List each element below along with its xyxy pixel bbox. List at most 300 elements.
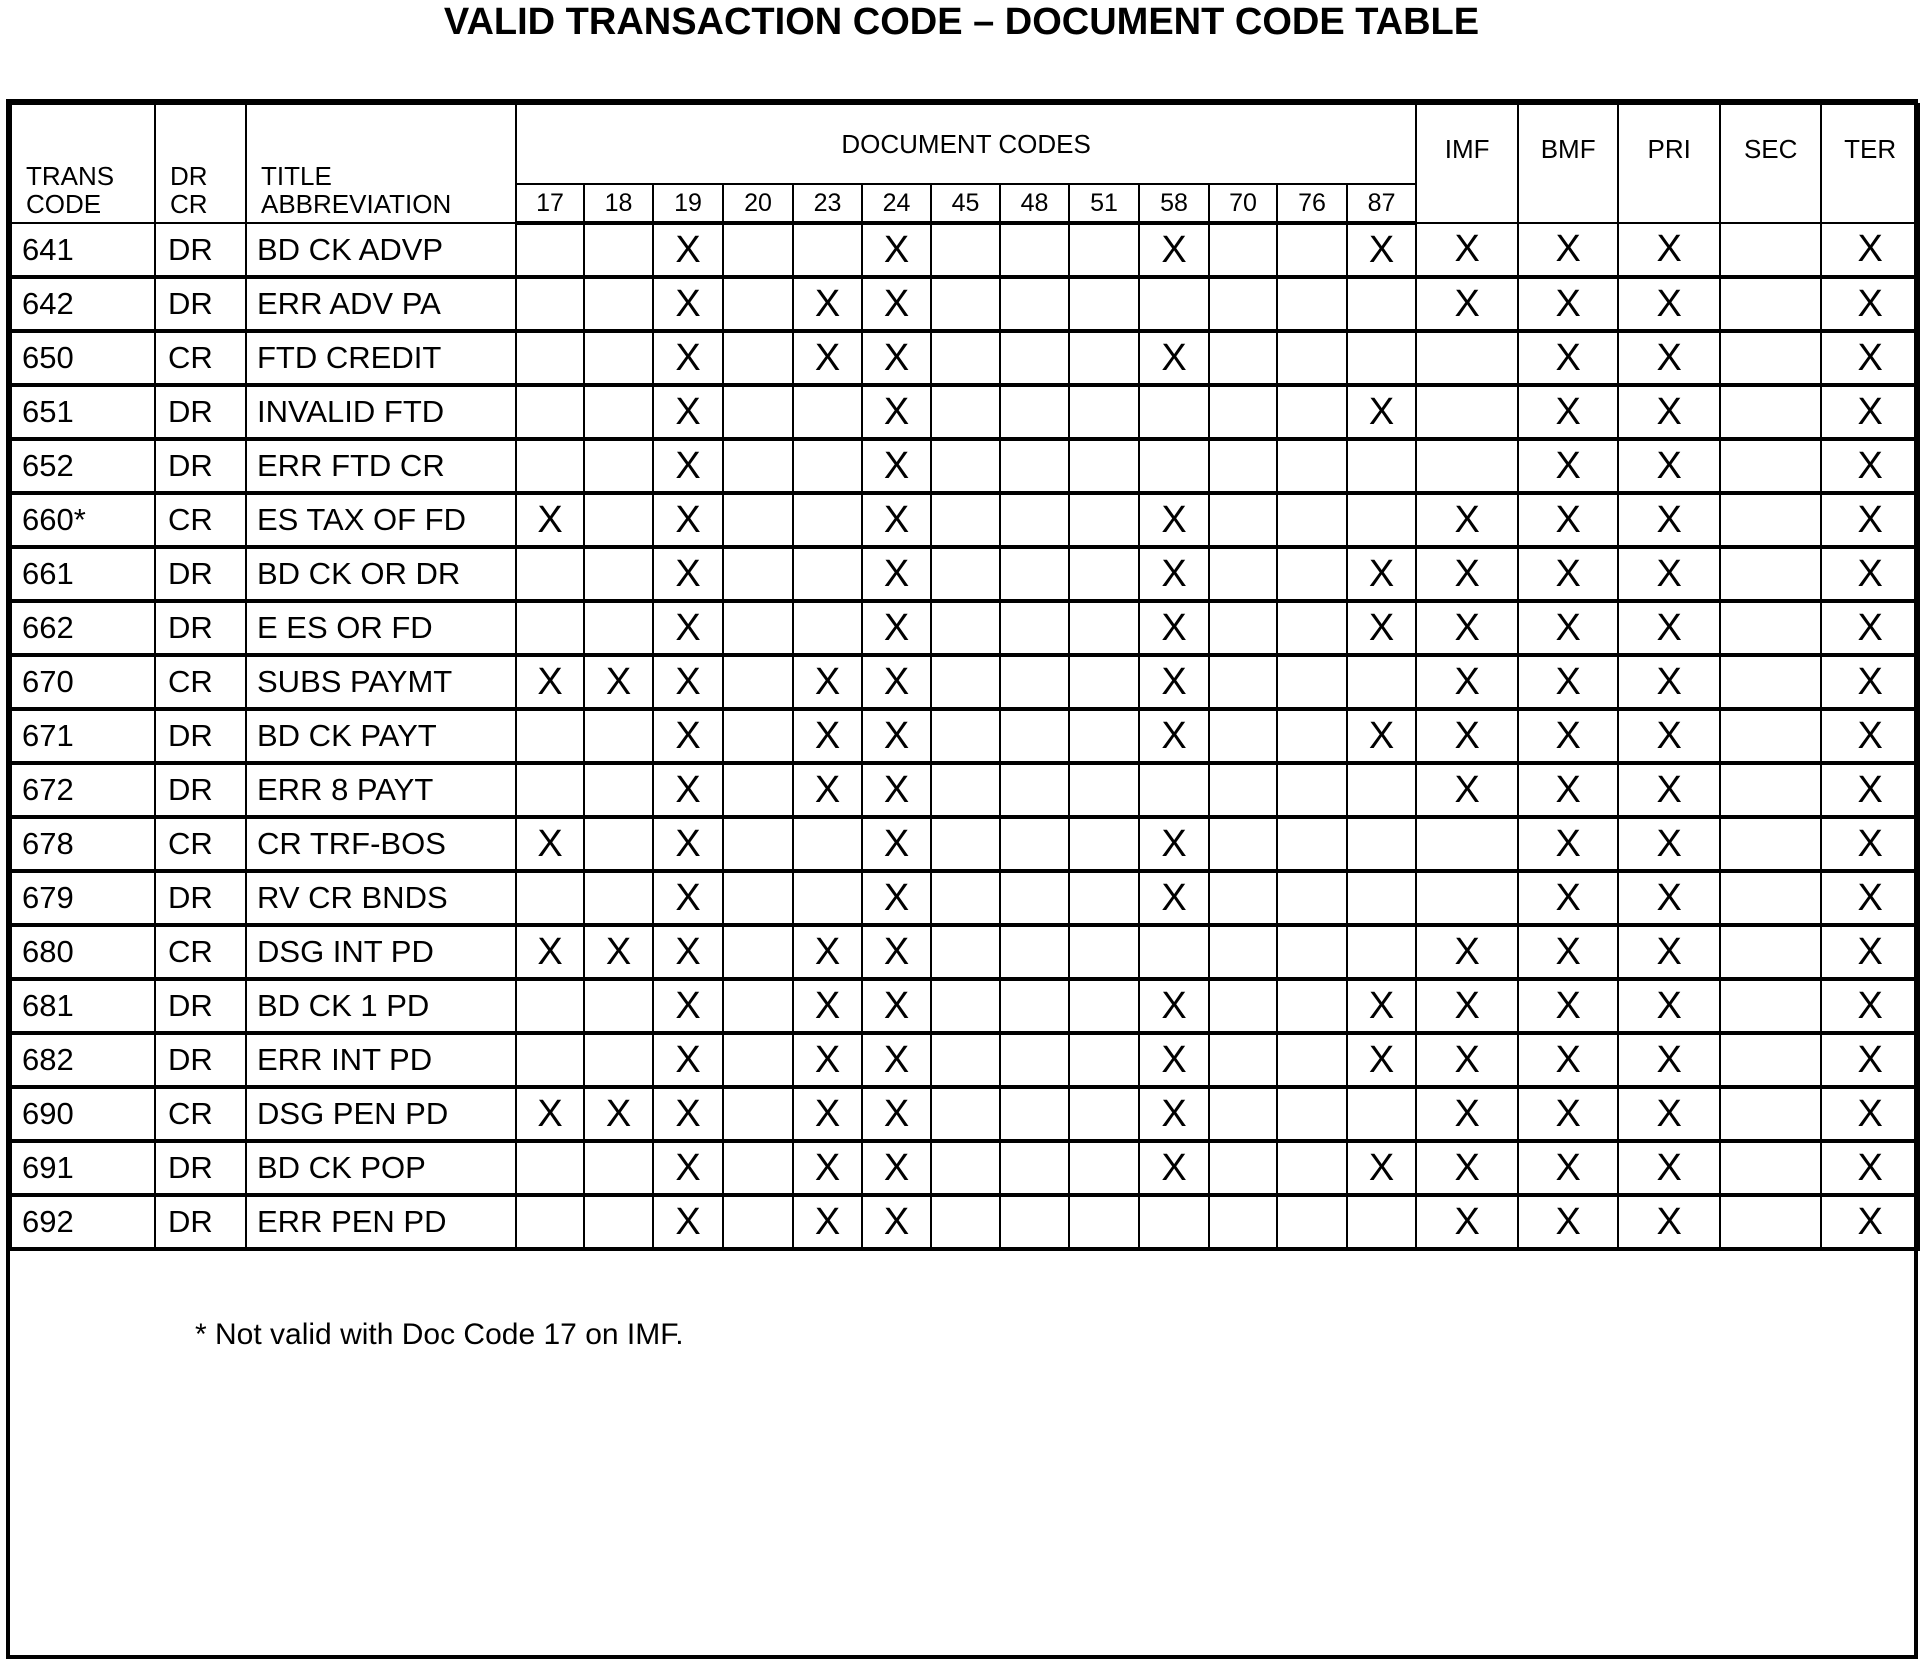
header-doc-code-76: 76	[1277, 184, 1347, 223]
mark-cell-24: X	[862, 763, 931, 817]
mark-cell-pri: X	[1618, 817, 1720, 871]
mark-cell-87	[1347, 817, 1416, 871]
mark-cell-23	[793, 385, 862, 439]
mark-cell-20	[723, 331, 793, 385]
mark-cell-76	[1277, 439, 1347, 493]
header-ter: TER	[1821, 104, 1919, 223]
mark-cell-19: X	[653, 1141, 723, 1195]
mark-cell-24: X	[862, 385, 931, 439]
mark-cell-19: X	[653, 655, 723, 709]
mark-cell-sec	[1720, 493, 1821, 547]
mark-cell-76	[1277, 223, 1347, 277]
mark-cell-24: X	[862, 709, 931, 763]
mark-cell-18	[584, 871, 653, 925]
mark-cell-18	[584, 223, 653, 277]
mark-cell-87	[1347, 277, 1416, 331]
title-cell: DSG INT PD	[246, 925, 516, 979]
mark-cell-76	[1277, 601, 1347, 655]
mark-cell-51	[1069, 601, 1139, 655]
mark-cell-sec	[1720, 817, 1821, 871]
mark-cell-20	[723, 277, 793, 331]
mark-cell-imf: X	[1416, 223, 1518, 277]
title-cell: ERR PEN PD	[246, 1195, 516, 1249]
mark-cell-ter: X	[1821, 1087, 1919, 1141]
mark-cell-51	[1069, 493, 1139, 547]
table-row	[11, 277, 1919, 331]
mark-cell-imf: X	[1416, 925, 1518, 979]
mark-cell-19: X	[653, 439, 723, 493]
title-cell: RV CR BNDS	[246, 871, 516, 925]
mark-cell-imf: X	[1416, 493, 1518, 547]
trans-code-cell: 671	[11, 709, 155, 763]
mark-cell-bmf: X	[1518, 925, 1618, 979]
mark-cell-48	[1000, 493, 1069, 547]
dr-cr-cell: CR	[155, 925, 246, 979]
mark-cell-20	[723, 763, 793, 817]
mark-cell-ter: X	[1821, 871, 1919, 925]
mark-cell-19: X	[653, 979, 723, 1033]
mark-cell-87	[1347, 439, 1416, 493]
trans-code-cell: 681	[11, 979, 155, 1033]
mark-cell-51	[1069, 277, 1139, 331]
mark-cell-51	[1069, 871, 1139, 925]
mark-cell-20	[723, 979, 793, 1033]
mark-cell-imf	[1416, 331, 1518, 385]
mark-cell-23: X	[793, 655, 862, 709]
mark-cell-20	[723, 925, 793, 979]
mark-cell-87: X	[1347, 223, 1416, 277]
header-doc-code-70: 70	[1209, 184, 1277, 223]
mark-cell-76	[1277, 763, 1347, 817]
mark-cell-sec	[1720, 871, 1821, 925]
mark-cell-bmf: X	[1518, 979, 1618, 1033]
mark-cell-sec	[1720, 277, 1821, 331]
trans-code-cell: 660*	[11, 493, 155, 547]
mark-cell-bmf: X	[1518, 871, 1618, 925]
mark-cell-20	[723, 871, 793, 925]
mark-cell-23: X	[793, 277, 862, 331]
mark-cell-58: X	[1139, 1087, 1209, 1141]
dr-cr-cell: DR	[155, 277, 246, 331]
mark-cell-70	[1209, 817, 1277, 871]
mark-cell-23: X	[793, 763, 862, 817]
title-cell: FTD CREDIT	[246, 331, 516, 385]
mark-cell-sec	[1720, 601, 1821, 655]
header-doc-code-20: 20	[723, 184, 793, 223]
mark-cell-58: X	[1139, 493, 1209, 547]
header-title-line2: ABBREVIATION	[261, 189, 452, 219]
mark-cell-45	[931, 817, 1000, 871]
mark-cell-76	[1277, 1087, 1347, 1141]
mark-cell-17: X	[516, 925, 584, 979]
mark-cell-18: X	[584, 1087, 653, 1141]
mark-cell-pri: X	[1618, 493, 1720, 547]
table-row	[11, 223, 1919, 277]
dr-cr-cell: DR	[155, 871, 246, 925]
mark-cell-17: X	[516, 1087, 584, 1141]
trans-code-cell: 642	[11, 277, 155, 331]
mark-cell-45	[931, 1033, 1000, 1087]
mark-cell-24: X	[862, 871, 931, 925]
mark-cell-bmf: X	[1518, 439, 1618, 493]
mark-cell-48	[1000, 439, 1069, 493]
mark-cell-23	[793, 871, 862, 925]
mark-cell-70	[1209, 979, 1277, 1033]
table-row	[11, 655, 1919, 709]
mark-cell-sec	[1720, 1087, 1821, 1141]
mark-cell-45	[931, 547, 1000, 601]
mark-cell-58: X	[1139, 1033, 1209, 1087]
mark-cell-76	[1277, 1141, 1347, 1195]
mark-cell-18	[584, 979, 653, 1033]
mark-cell-pri: X	[1618, 601, 1720, 655]
title-cell: BD CK PAYT	[246, 709, 516, 763]
header-doc-code-19: 19	[653, 184, 723, 223]
mark-cell-imf: X	[1416, 601, 1518, 655]
mark-cell-51	[1069, 385, 1139, 439]
title-cell: ERR ADV PA	[246, 277, 516, 331]
mark-cell-87	[1347, 1195, 1416, 1249]
mark-cell-48	[1000, 277, 1069, 331]
mark-cell-imf: X	[1416, 1195, 1518, 1249]
mark-cell-48	[1000, 331, 1069, 385]
mark-cell-70	[1209, 1195, 1277, 1249]
trans-code-cell: 692	[11, 1195, 155, 1249]
mark-cell-pri: X	[1618, 547, 1720, 601]
mark-cell-imf: X	[1416, 1033, 1518, 1087]
mark-cell-20	[723, 1087, 793, 1141]
table-row	[11, 547, 1919, 601]
mark-cell-17	[516, 385, 584, 439]
mark-cell-imf: X	[1416, 979, 1518, 1033]
mark-cell-20	[723, 223, 793, 277]
dr-cr-cell: DR	[155, 763, 246, 817]
table-row	[11, 601, 1919, 655]
mark-cell-51	[1069, 709, 1139, 763]
mark-cell-58: X	[1139, 547, 1209, 601]
mark-cell-51	[1069, 763, 1139, 817]
dr-cr-cell: CR	[155, 331, 246, 385]
table-row	[11, 493, 1919, 547]
mark-cell-58	[1139, 277, 1209, 331]
mark-cell-pri: X	[1618, 709, 1720, 763]
mark-cell-76	[1277, 979, 1347, 1033]
mark-cell-48	[1000, 1087, 1069, 1141]
mark-cell-51	[1069, 1033, 1139, 1087]
header-doc-code-58: 58	[1139, 184, 1209, 223]
mark-cell-pri: X	[1618, 871, 1720, 925]
mark-cell-76	[1277, 871, 1347, 925]
table-row	[11, 871, 1919, 925]
mark-cell-76	[1277, 277, 1347, 331]
title-cell: SUBS PAYMT	[246, 655, 516, 709]
title-cell: INVALID FTD	[246, 385, 516, 439]
mark-cell-45	[931, 655, 1000, 709]
trans-code-cell: 651	[11, 385, 155, 439]
mark-cell-pri: X	[1618, 925, 1720, 979]
mark-cell-imf: X	[1416, 547, 1518, 601]
mark-cell-24: X	[862, 439, 931, 493]
header-trans-code-line2: CODE	[26, 189, 102, 219]
mark-cell-20	[723, 547, 793, 601]
mark-cell-48	[1000, 871, 1069, 925]
mark-cell-24: X	[862, 1033, 931, 1087]
mark-cell-24: X	[862, 1087, 931, 1141]
mark-cell-sec	[1720, 763, 1821, 817]
trans-code-cell: 670	[11, 655, 155, 709]
mark-cell-87: X	[1347, 979, 1416, 1033]
mark-cell-20	[723, 1033, 793, 1087]
mark-cell-24: X	[862, 1141, 931, 1195]
mark-cell-19: X	[653, 709, 723, 763]
mark-cell-19: X	[653, 817, 723, 871]
mark-cell-70	[1209, 493, 1277, 547]
mark-cell-58: X	[1139, 871, 1209, 925]
mark-cell-70	[1209, 1087, 1277, 1141]
table-row	[11, 331, 1919, 385]
mark-cell-bmf: X	[1518, 331, 1618, 385]
mark-cell-48	[1000, 709, 1069, 763]
mark-cell-87: X	[1347, 601, 1416, 655]
mark-cell-58: X	[1139, 223, 1209, 277]
trans-code-cell: 678	[11, 817, 155, 871]
mark-cell-17: X	[516, 493, 584, 547]
mark-cell-87: X	[1347, 385, 1416, 439]
mark-cell-58	[1139, 925, 1209, 979]
header-doc-code-18: 18	[584, 184, 653, 223]
mark-cell-51	[1069, 817, 1139, 871]
trans-code-cell: 672	[11, 763, 155, 817]
table-row	[11, 817, 1919, 871]
mark-cell-ter: X	[1821, 601, 1919, 655]
mark-cell-23: X	[793, 709, 862, 763]
trans-code-cell: 661	[11, 547, 155, 601]
dr-cr-cell: DR	[155, 979, 246, 1033]
mark-cell-76	[1277, 655, 1347, 709]
mark-cell-48	[1000, 601, 1069, 655]
header-bmf: BMF	[1518, 104, 1618, 223]
mark-cell-pri: X	[1618, 385, 1720, 439]
mark-cell-18	[584, 763, 653, 817]
title-cell: ERR 8 PAYT	[246, 763, 516, 817]
header-doc-code-48: 48	[1000, 184, 1069, 223]
header-doc-code-87: 87	[1347, 184, 1416, 223]
mark-cell-20	[723, 439, 793, 493]
dr-cr-cell: CR	[155, 1087, 246, 1141]
mark-cell-19: X	[653, 277, 723, 331]
table-body	[11, 223, 1919, 1249]
mark-cell-76	[1277, 493, 1347, 547]
table-row	[11, 925, 1919, 979]
mark-cell-18: X	[584, 655, 653, 709]
mark-cell-17	[516, 331, 584, 385]
mark-cell-45	[931, 1141, 1000, 1195]
title-cell: ES TAX OF FD	[246, 493, 516, 547]
mark-cell-20	[723, 1141, 793, 1195]
mark-cell-bmf: X	[1518, 1033, 1618, 1087]
mark-cell-bmf: X	[1518, 601, 1618, 655]
mark-cell-19: X	[653, 1033, 723, 1087]
mark-cell-pri: X	[1618, 1141, 1720, 1195]
mark-cell-sec	[1720, 1033, 1821, 1087]
mark-cell-18	[584, 493, 653, 547]
dr-cr-cell: DR	[155, 1033, 246, 1087]
mark-cell-pri: X	[1618, 1195, 1720, 1249]
page-title: VALID TRANSACTION CODE – DOCUMENT CODE TABLE	[443, 1, 1480, 43]
mark-cell-87	[1347, 1087, 1416, 1141]
mark-cell-45	[931, 223, 1000, 277]
mark-cell-23: X	[793, 925, 862, 979]
mark-cell-bmf: X	[1518, 1087, 1618, 1141]
mark-cell-24: X	[862, 601, 931, 655]
dr-cr-cell: DR	[155, 385, 246, 439]
mark-cell-ter: X	[1821, 331, 1919, 385]
mark-cell-48	[1000, 547, 1069, 601]
dr-cr-cell: DR	[155, 601, 246, 655]
mark-cell-45	[931, 871, 1000, 925]
mark-cell-76	[1277, 1033, 1347, 1087]
mark-cell-ter: X	[1821, 439, 1919, 493]
mark-cell-ter: X	[1821, 925, 1919, 979]
mark-cell-17	[516, 547, 584, 601]
mark-cell-18	[584, 601, 653, 655]
mark-cell-58: X	[1139, 655, 1209, 709]
mark-cell-pri: X	[1618, 439, 1720, 493]
mark-cell-24: X	[862, 817, 931, 871]
dr-cr-cell: DR	[155, 439, 246, 493]
table-row	[11, 1141, 1919, 1195]
mark-cell-70	[1209, 547, 1277, 601]
mark-cell-sec	[1720, 223, 1821, 277]
mark-cell-24: X	[862, 655, 931, 709]
mark-cell-sec	[1720, 655, 1821, 709]
mark-cell-87	[1347, 925, 1416, 979]
mark-cell-58: X	[1139, 331, 1209, 385]
header-dr: DR	[170, 161, 208, 191]
mark-cell-24: X	[862, 979, 931, 1033]
mark-cell-19: X	[653, 601, 723, 655]
header-cr: CR	[170, 189, 208, 219]
mark-cell-bmf: X	[1518, 277, 1618, 331]
trans-code-cell: 691	[11, 1141, 155, 1195]
mark-cell-70	[1209, 601, 1277, 655]
mark-cell-20	[723, 817, 793, 871]
mark-cell-20	[723, 601, 793, 655]
mark-cell-58	[1139, 385, 1209, 439]
mark-cell-48	[1000, 385, 1069, 439]
mark-cell-19: X	[653, 223, 723, 277]
mark-cell-23: X	[793, 1141, 862, 1195]
mark-cell-20	[723, 709, 793, 763]
mark-cell-58	[1139, 763, 1209, 817]
mark-cell-24: X	[862, 493, 931, 547]
mark-cell-76	[1277, 1195, 1347, 1249]
mark-cell-24: X	[862, 547, 931, 601]
mark-cell-17	[516, 709, 584, 763]
mark-cell-58: X	[1139, 1141, 1209, 1195]
table-row	[11, 1033, 1919, 1087]
mark-cell-sec	[1720, 709, 1821, 763]
header-doc-code-51: 51	[1069, 184, 1139, 223]
mark-cell-pri: X	[1618, 763, 1720, 817]
mark-cell-58	[1139, 439, 1209, 493]
header-title-abbreviation	[246, 104, 516, 223]
mark-cell-51	[1069, 925, 1139, 979]
mark-cell-19: X	[653, 1087, 723, 1141]
title-cell: ERR FTD CR	[246, 439, 516, 493]
mark-cell-sec	[1720, 1141, 1821, 1195]
mark-cell-imf	[1416, 439, 1518, 493]
mark-cell-70	[1209, 1141, 1277, 1195]
mark-cell-17	[516, 439, 584, 493]
table-row	[11, 385, 1919, 439]
mark-cell-24: X	[862, 1195, 931, 1249]
mark-cell-17	[516, 871, 584, 925]
mark-cell-87	[1347, 871, 1416, 925]
mark-cell-70	[1209, 655, 1277, 709]
mark-cell-58: X	[1139, 709, 1209, 763]
mark-cell-70	[1209, 277, 1277, 331]
mark-cell-45	[931, 1087, 1000, 1141]
mark-cell-70	[1209, 871, 1277, 925]
mark-cell-20	[723, 493, 793, 547]
table-row	[11, 763, 1919, 817]
mark-cell-58: X	[1139, 601, 1209, 655]
mark-cell-58: X	[1139, 817, 1209, 871]
mark-cell-bmf: X	[1518, 817, 1618, 871]
mark-cell-87: X	[1347, 1033, 1416, 1087]
mark-cell-23: X	[793, 1087, 862, 1141]
mark-cell-ter: X	[1821, 1033, 1919, 1087]
mark-cell-24: X	[862, 277, 931, 331]
mark-cell-70	[1209, 763, 1277, 817]
title-cell: BD CK OR DR	[246, 547, 516, 601]
mark-cell-51	[1069, 979, 1139, 1033]
mark-cell-17	[516, 1033, 584, 1087]
mark-cell-48	[1000, 817, 1069, 871]
mark-cell-70	[1209, 1033, 1277, 1087]
mark-cell-19: X	[653, 493, 723, 547]
mark-cell-87	[1347, 493, 1416, 547]
mark-cell-76	[1277, 331, 1347, 385]
mark-cell-19: X	[653, 925, 723, 979]
mark-cell-pri: X	[1618, 655, 1720, 709]
mark-cell-17	[516, 223, 584, 277]
mark-cell-sec	[1720, 1195, 1821, 1249]
mark-cell-45	[931, 709, 1000, 763]
trans-code-cell: 679	[11, 871, 155, 925]
mark-cell-ter: X	[1821, 1195, 1919, 1249]
mark-cell-imf	[1416, 871, 1518, 925]
mark-cell-17	[516, 601, 584, 655]
mark-cell-18: X	[584, 925, 653, 979]
mark-cell-17: X	[516, 817, 584, 871]
mark-cell-24: X	[862, 331, 931, 385]
mark-cell-imf: X	[1416, 1141, 1518, 1195]
mark-cell-pri: X	[1618, 979, 1720, 1033]
mark-cell-18	[584, 1141, 653, 1195]
mark-cell-48	[1000, 1195, 1069, 1249]
mark-cell-bmf: X	[1518, 1141, 1618, 1195]
mark-cell-imf: X	[1416, 277, 1518, 331]
header-doc-code-23: 23	[793, 184, 862, 223]
title-cell: BD CK ADVP	[246, 223, 516, 277]
dr-cr-cell: CR	[155, 655, 246, 709]
mark-cell-51	[1069, 439, 1139, 493]
mark-cell-17	[516, 277, 584, 331]
table-frame	[6, 99, 1918, 1659]
mark-cell-18	[584, 1033, 653, 1087]
